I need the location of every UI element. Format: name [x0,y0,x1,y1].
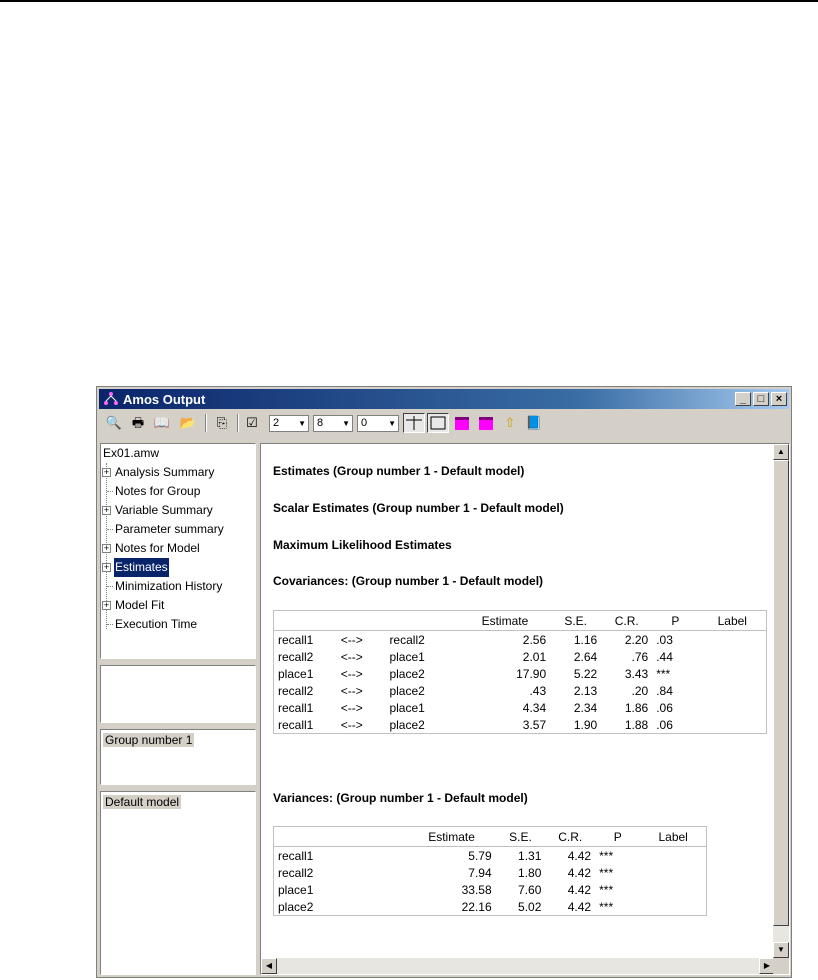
border-toggle[interactable] [427,413,449,433]
cell-cr: .20 [631,683,649,698]
cell-operator: <--> [340,666,363,681]
column-header: Label [640,827,706,847]
extra-value: 0 [361,417,368,429]
tree-item-label: Notes for Model [115,541,200,555]
column-header: S.E. [550,611,601,631]
cell-operator: <--> [340,649,363,664]
table-color-icon[interactable] [455,417,469,430]
up-arrow-icon[interactable]: ⇧ [504,415,516,430]
tree-connector [107,586,113,587]
cell-label [699,665,767,682]
report-heading-estimates: Estimates (Group number 1 - Default model) [273,464,525,478]
table-row [274,665,767,682]
cell-se: 2.64 [573,649,598,664]
tree-root[interactable] [103,444,159,463]
amos-output-window [96,386,792,978]
column-header: Estimate [407,827,495,847]
cell-se: 5.22 [573,666,598,681]
column-header: C.R. [601,611,652,631]
copy-icon[interactable]: ⎘ [216,415,228,430]
scrollbar-corner [773,958,789,974]
scroll-up-arrow-icon[interactable]: ▲ [773,444,789,460]
header-color-icon[interactable] [479,417,493,430]
vertical-scroll-thumb[interactable] [773,460,789,926]
cell-cr: 4.42 [567,882,592,897]
cell-estimate: 7.94 [468,865,492,880]
cell-label [699,682,767,699]
table-header-row [274,827,707,847]
title-bar[interactable] [99,389,789,409]
table-row [274,682,767,699]
expand-plus-icon[interactable]: + [103,600,110,610]
cell-cr: 2.20 [624,632,649,647]
tree-item-label: Notes for Group [115,484,201,498]
help-book-icon[interactable]: 📘 [525,415,543,430]
cell-estimate: 33.58 [461,882,492,897]
open-folder-icon[interactable]: 📂 [179,415,197,430]
cell-label [640,881,706,898]
grid-lines-icon [404,414,424,432]
grid-lines-toggle[interactable] [403,413,425,433]
column-header: Estimate [460,611,550,631]
column-header: S.E. [496,827,546,847]
table-row [274,648,767,665]
cell-p: *** [599,882,614,897]
covariances-table [273,610,767,734]
tree-item-label: Analysis Summary [115,465,215,479]
cell-p: .44 [656,649,673,664]
decimals-select[interactable] [269,415,309,432]
expand-plus-icon[interactable]: + [103,543,110,553]
column-width-value: 8 [317,417,324,429]
cell-se: 1.16 [573,632,598,647]
cell-var-a: recall2 [278,649,314,664]
cell-label [640,847,706,865]
cell-var-b: place1 [389,649,425,664]
cell-p: *** [599,848,614,863]
cell-se: 5.02 [518,899,542,914]
cell-variable: place2 [278,899,314,914]
expand-plus-icon[interactable]: + [103,562,110,572]
model-list-item[interactable]: Default model [105,795,180,809]
minimize-button[interactable]: _ [735,392,751,406]
expand-plus-icon[interactable]: + [103,505,110,515]
tree-connector [107,529,113,530]
cell-cr: 1.88 [624,717,649,732]
output-tree-panel [100,443,256,659]
cell-operator: <--> [340,683,363,698]
cell-se: 1.31 [518,848,542,863]
cell-operator: <--> [340,700,363,715]
cell-label [640,898,706,916]
cell-se: 7.60 [518,882,542,897]
cell-operator: <--> [340,632,363,647]
tree-item-label: Minimization History [115,579,223,593]
cell-variable: recall2 [278,865,314,880]
cell-var-a: recall1 [278,632,314,647]
cell-estimate: 5.79 [468,848,492,863]
cell-operator: <--> [340,717,363,732]
horizontal-scrollbar[interactable] [261,958,775,974]
cell-estimate: 3.57 [522,717,547,732]
cell-var-b: recall2 [389,632,425,647]
column-header: Label [699,611,767,631]
table-header-row [274,611,767,631]
cell-p: .03 [656,632,673,647]
cell-estimate: .43 [529,683,547,698]
table-row [274,631,767,649]
tree-connector [107,624,113,625]
expand-plus-icon[interactable]: + [103,467,110,477]
close-button[interactable]: × [771,392,787,406]
table-row [274,716,767,734]
border-icon [428,414,448,432]
cell-p: *** [599,865,614,880]
cell-label [640,864,706,881]
cell-se: 1.90 [573,717,598,732]
cell-variable: recall1 [278,848,314,863]
toolbar-separator [205,414,207,432]
group-list-item[interactable]: Group number 1 [105,733,193,747]
cell-var-b: place2 [389,666,425,681]
toolbar [99,411,789,435]
column-header: P [652,611,698,631]
cell-cr: .76 [631,649,649,664]
table-row [274,847,707,865]
table-row [274,881,707,898]
cell-label [699,631,767,649]
report-heading-covariances: Covariances: (Group number 1 - Default model) [273,574,544,588]
column-header: P [595,827,640,847]
cell-cr: 4.42 [567,899,592,914]
cell-var-a: recall2 [278,683,314,698]
amos-app-icon [103,391,119,407]
group-list-panel [100,729,256,785]
chevron-down-icon: ▼ [298,419,306,428]
options-checkbox-icon[interactable]: ☑ [246,415,258,430]
book-icon[interactable]: 📖 [153,415,171,430]
column-width-select[interactable] [313,415,353,432]
toolbar-separator [237,414,239,432]
cell-var-a: recall1 [278,717,314,732]
report-content-pane [260,443,790,975]
variances-table [273,826,707,916]
cell-var-b: place1 [389,700,425,715]
cell-p: *** [599,899,614,914]
tree-item-label-selected: Estimates [114,558,169,577]
window-title: Amos Output [123,392,206,407]
cell-var-b: place2 [389,717,425,732]
column-header: C.R. [545,827,595,847]
cell-estimate: 4.34 [522,700,547,715]
tree-item-label: Parameter summary [115,522,224,536]
model-list-panel [100,791,256,975]
cell-estimate: 17.90 [516,666,547,681]
report-heading-ml: Maximum Likelihood Estimates [273,538,452,552]
tree-connector [107,491,113,492]
table-row [274,864,707,881]
tree-item-label: Execution Time [115,617,198,631]
print-icon[interactable]: 🖶 [131,415,145,430]
cell-cr: 3.43 [624,666,649,681]
report-heading-scalar: Scalar Estimates (Group number 1 - Default model) [273,501,564,515]
cell-estimate: 2.56 [522,632,547,647]
chevron-down-icon: ▼ [388,419,396,428]
cell-estimate: 2.01 [522,649,547,664]
cell-p: .84 [656,683,673,698]
cell-p: .06 [656,717,673,732]
cell-var-b: place2 [389,683,425,698]
print-preview-icon[interactable]: 🔍 [105,415,123,430]
tree-item-label: Variable Summary [115,503,213,517]
table-row [274,898,707,916]
cell-se: 2.13 [573,683,598,698]
page-top-rule [0,0,818,2]
cell-cr: 4.42 [567,848,592,863]
tree-item-label: Model Fit [115,598,165,612]
cell-label [699,648,767,665]
scroll-left-arrow-icon[interactable]: ◀ [261,958,277,974]
cell-se: 2.34 [573,700,598,715]
cell-cr: 1.86 [624,700,649,715]
cell-label [699,716,767,734]
cell-se: 1.80 [518,865,542,880]
scroll-right-arrow-icon[interactable]: ▶ [759,958,775,974]
chevron-down-icon: ▼ [342,419,350,428]
cell-cr: 4.42 [567,865,592,880]
cell-var-a: recall1 [278,700,314,715]
empty-list-panel[interactable] [100,665,256,723]
cell-label [699,699,767,716]
maximize-button[interactable]: □ [753,392,769,406]
cell-variable: place1 [278,882,314,897]
cell-estimate: 22.16 [461,899,492,914]
decimals-value: 2 [273,417,280,429]
cell-var-a: place1 [278,666,314,681]
table-row [274,699,767,716]
report-heading-variances: Variances: (Group number 1 - Default model) [273,791,528,805]
vertical-scrollbar[interactable] [773,444,789,958]
scroll-down-arrow-icon[interactable]: ▼ [773,942,789,958]
cell-p: .06 [656,700,673,715]
extra-select[interactable] [357,415,399,432]
cell-p: *** [656,666,671,681]
tree-root-label: Ex01.amw [103,446,160,460]
